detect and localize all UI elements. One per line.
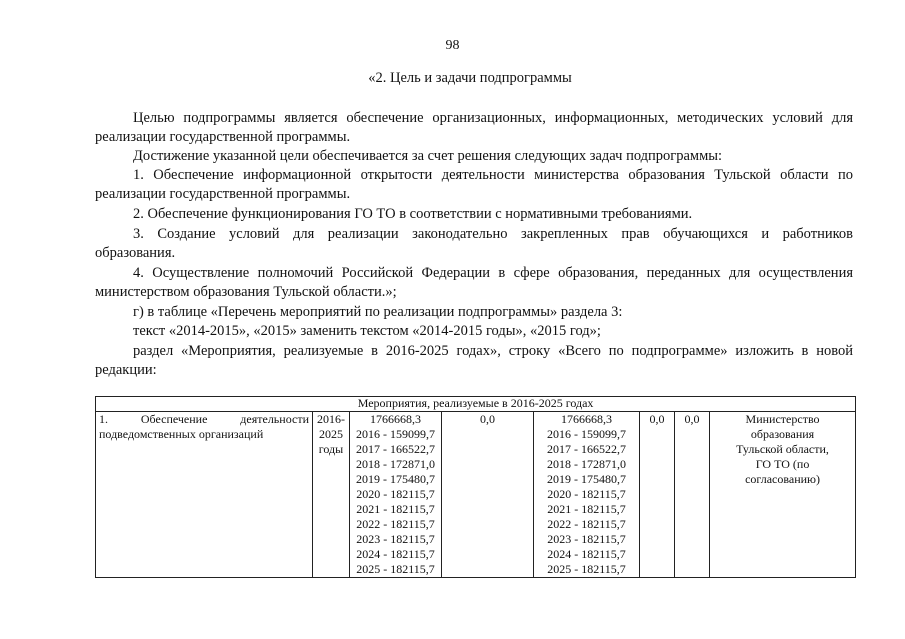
text-line: текст «2014-2015», «2015» заменить текстом «2014-2015 годы», «2015 год»; [133,323,601,339]
paragraph-replace-text [95,322,853,341]
federal-funding-cell: 0,0 [442,412,534,578]
funding-value: 2021 - 182115,7 [356,502,435,516]
funding-value: 2020 - 182115,7 [356,487,435,501]
text-line: министерством образования Тульской области.»; [95,284,397,300]
period-line: 2016- [317,412,345,426]
funding-value: 2023 - 182115,7 [547,532,626,546]
funding-value: 2023 - 182115,7 [356,532,435,546]
paragraph-section [95,342,853,380]
funding-value: 2019 - 175480,7 [547,472,626,486]
text-line: раздел «Мероприятия, реализуемые в 2016-2025 годах», строку «Всего по подпрограмме» изложить в новой [133,343,853,359]
funding-value: 2017 - 166522,7 [547,442,626,456]
funding-value: 1766668,3 [370,412,421,426]
funding-value: 2016 - 159099,7 [547,427,626,441]
paragraph-task-2 [95,205,853,224]
funding-value: 2025 - 182115,7 [356,562,435,576]
text-line: г) в таблице «Перечень мероприятий по реализации подпрограммы» раздела 3: [133,304,623,320]
text-line: реализации государственной программы. [95,186,351,202]
funding-value: 2016 - 159099,7 [356,427,435,441]
funding-value: 2017 - 166522,7 [356,442,435,456]
text-line: 4. Осуществление полномочий Российской Федерации в сфере образования, переданных для осуществления [133,265,853,281]
measure-name-line: подведомственных организаций [99,427,264,441]
executor-line: согласованию) [745,472,820,486]
funding-value: 2022 - 182115,7 [356,517,435,531]
measure-name-cell [96,412,313,578]
text-line: 1. Обеспечение информационной открытости деятельности министерства образования Тульской области по [133,167,853,183]
text-line: Достижение указанной цели обеспечивается за счет решения следующих задач подпрограммы: [133,148,723,164]
funding-value: 2019 - 175480,7 [356,472,435,486]
executor-line: Тульской области, [736,442,829,456]
funding-value: 2024 - 182115,7 [547,547,626,561]
paragraph-task-3 [95,225,853,263]
text-line: редакции: [95,362,157,378]
period-cell [313,412,350,578]
paragraph-task-1 [95,166,853,204]
text-line: образования. [95,245,176,261]
paragraph-task-4 [95,264,853,302]
executor-line: образования [750,427,815,441]
local-funding-cell: 0,0 [640,412,675,578]
funding-value: 2020 - 182115,7 [547,487,626,501]
executor-line: ГО ТО (по [755,457,810,471]
measure-name-line: 1. Обеспечение деятельности [99,412,309,426]
funding-value: 1766668,3 [561,412,612,426]
funding-value: 2025 - 182115,7 [547,562,626,576]
total-funding-cell [350,412,442,578]
period-line: 2025 [319,427,343,441]
extra-funding-cell: 0,0 [675,412,710,578]
period-line: годы [318,442,344,456]
paragraph-tasks-intro [95,147,853,166]
table-header: Мероприятия, реализуемые в 2016-2025 годах [96,397,856,412]
text-line: Целью подпрограммы является обеспечение организационных, информационных, методических условий для [133,110,853,126]
funding-value: 2018 - 172871,0 [547,457,626,471]
funding-value: 2022 - 182115,7 [547,517,626,531]
funding-value: 2024 - 182115,7 [356,547,435,561]
funding-value: 2018 - 172871,0 [356,457,435,471]
regional-funding-cell [534,412,640,578]
executor-cell [710,412,856,578]
paragraph-goal [95,109,853,147]
measures-table [95,396,856,578]
text-line: реализации государственной программы. [95,129,351,145]
paragraph-item-g [95,303,853,322]
section-title: «2. Цель и задачи подпрограммы [368,70,572,86]
text-line: 2. Обеспечение функционирования ГО ТО в соответствии с нормативными требованиями. [133,206,693,222]
funding-value: 2021 - 182115,7 [547,502,626,516]
text-line: 3. Создание условий для реализации законодательно закрепленных прав обучающихся и работников [133,226,853,242]
executor-line: Министерство [745,412,820,426]
table-row [96,412,856,578]
page-number: 98 [445,38,460,53]
